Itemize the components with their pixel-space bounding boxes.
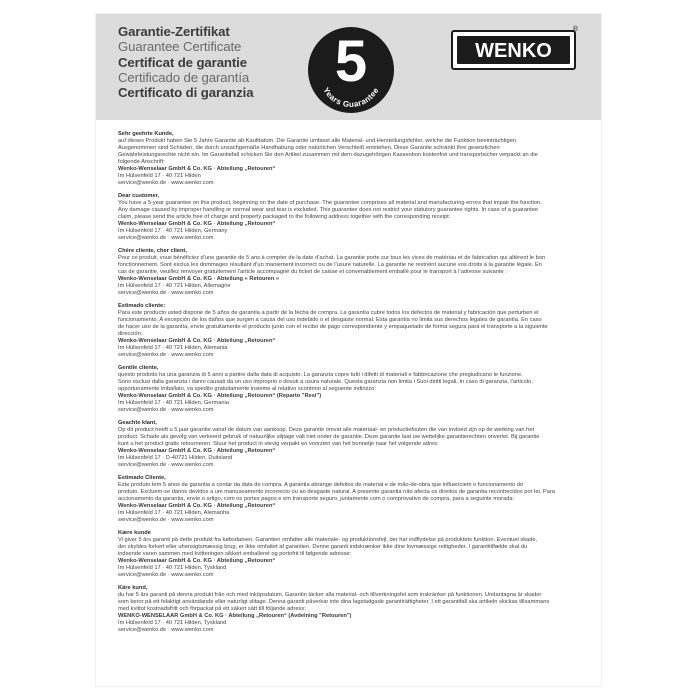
section-address-line: Wenko-Wenselaar GmbH & Co. KG · Abteilung « Retouren » — [118, 276, 280, 282]
title-block — [118, 24, 338, 100]
section-address-line: Wenko-Wenselaar GmbH & Co. KG · Abteilung „Retouren“ — [118, 166, 276, 172]
section-body-line: folgende Anschrift: — [118, 159, 165, 165]
badge-number: 5 — [334, 29, 368, 94]
section-body-line: kunt u het product gratis retourneren. Stuur het product in stevig verpakt en voorzien van het bonnetje naar het volgende adres: — [118, 441, 439, 447]
section-address-line: Im Hülsenfeld 17 · 40 721 Hilden — [118, 173, 201, 179]
section-address-line: service@wenko.de · www.wenko.com — [118, 517, 214, 523]
title-english: Guarantee Certificate — [118, 39, 242, 55]
section-address-line: Wenko-Wenselaar GmbH & Co. KG · Abteilung „Retouren“ — [118, 221, 276, 227]
five-years-guarantee-badge — [308, 27, 394, 113]
section-body-line: de hacer uso de la garantía, envíe gratuitamente el producto junto con el recibo de pago correspondiente y empaquetado de forma segura para el transporte a la siguiente — [118, 324, 548, 330]
section-address-line: Wenko-Wenselaar GmbH & Co. KG · Abteilung „Retouren“ — [118, 558, 276, 564]
section-address-line: service@wenko.de · www.wenko.com — [118, 572, 214, 578]
section-address-line: Im Hülsenfeld 17 · 40 721 Hilden, Germania — [118, 400, 229, 406]
guarantee-section — [118, 530, 578, 579]
wenko-logo — [451, 26, 578, 70]
section-body-line: Pour ce produit, vous bénéficiez d’une garantie de 5 ans à compter de la date d’achat. La garantie porte sur tous les vices de matériau et de fabrication qui altèrent le bon — [118, 255, 546, 261]
section-address-line: Im Hülsenfeld 17 · 40 721 Hilden, Tyskland — [118, 565, 227, 571]
section-body-line: product. Schade als gevolg van verkeerd gebruik of natuurlijke slijtage valt niet onder de garantie. Deze garantie laat uw wettelijke garantierechten onverlet. Bij garantie — [118, 434, 540, 440]
title-spanish: Certificado de garantía — [118, 69, 250, 85]
badge-caption-arc — [308, 27, 394, 113]
section-body-line: Para este producto usted dispone de 5 años de garantía a partir de la fecha de compra. La garantía cubre todos los defectos de material y fabricación que perturben el — [118, 310, 539, 316]
section-address-line: Im Hülsenfeld 17 · 40 721 Hilden, Allemagne — [118, 283, 231, 289]
section-body-line: indsende varen sammen med kvitteringen sikkert emballeret og portofrit til følgende adresse: — [118, 551, 352, 557]
section-heading: Chère cliente, cher client, — [118, 248, 187, 254]
section-address-line: Wenko-Wenselaar GmbH & Co. KG · Abteilung „Retouren“ — [118, 338, 276, 344]
section-address-line: Wenko-Wenselaar GmbH & Co. KG · Abteilung „Retouren“ — [118, 503, 276, 509]
section-body-line: Vi giver 5 års garanti på dette produkt fra købsdatoen. Garantien omfatter alle materiale- og produktionsfejl, der har indflydelse på produktets funktion. Eventuel skade, — [118, 537, 538, 543]
section-address-line: service@wenko.de · www.wenko.com — [118, 180, 214, 186]
title-italian: Certificato di garanzia — [118, 85, 254, 101]
section-heading: Estimado Cliente, — [118, 475, 166, 481]
section-address-line: Wenko-Wenselaar GmbH & Co. KG · Abteilung „Retouren“ — [118, 448, 276, 454]
logo-plate — [457, 36, 570, 64]
registered-mark-icon: ® — [572, 26, 578, 33]
section-body-line: dirección: — [118, 331, 143, 337]
badge-caption — [321, 86, 380, 109]
section-address-line: service@wenko.de · www.wenko.com — [118, 235, 214, 241]
guarantee-certificate-sheet — [96, 14, 601, 686]
guarantee-section — [118, 420, 578, 469]
section-heading: Gentile cliente, — [118, 365, 159, 371]
section-heading: Käre kund, — [118, 585, 148, 591]
section-body-line: Ausgenommen sind Schäden, die durch unsachgemäße Handhabung oder natürlichen Verschleiß entstehen. Diese Garantie schränkt Ihre gesetzlichen — [118, 145, 500, 151]
section-body-line: med kvittot kostnadsfritt och förpackat på ett säkert sätt till följande adress: — [118, 606, 306, 612]
guarantee-section — [118, 193, 578, 242]
title-german: Garantie-Zertifikat — [118, 24, 230, 39]
certificate-header — [96, 14, 601, 120]
section-body-line: You have a 5-year guarantee on this product, beginning on the date of purchase. The guarantee comprises all material and manufacturing errors that impair the function. — [118, 200, 542, 206]
section-address-line: service@wenko.de · www.wenko.com — [118, 407, 214, 413]
guarantee-section — [118, 303, 578, 359]
section-address-line: service@wenko.de · www.wenko.com — [118, 627, 214, 633]
section-address-line: service@wenko.de · www.wenko.com — [118, 290, 214, 296]
section-body-line: du har 5 års garanti på denna produkt från och med inköpsdatum. Garantin täcker alla material- och tillverkningsfel som inskränker på funktionen. Undantagna är skador — [118, 592, 542, 598]
section-heading: Estimado cliente: — [118, 303, 166, 309]
section-address-line: Im Hülsenfeld 17 · 40 721 Hilden, Alemania — [118, 345, 228, 351]
section-address-line: Im Hülsenfeld 17 · 40 721 Hilden, Germany — [118, 228, 228, 234]
section-body-line: som beror på ett felaktigt användande eller naturligt slitage. Denna garanti påverkar inte dina lagstadgade garantirättigheter. I ett garantifall ska artikeln skickas tillsammans — [118, 599, 550, 605]
section-body-line: produto. Excluem-se danos devidos a um manuseamento incorrecto ou ao desgaste natural. A presente garantia não afecta os direitos de garantia reconhecidos por lei. Para — [118, 489, 555, 495]
section-address-line: Im Hülsenfeld 17 · D-40721 Hilden, Duitsland — [118, 455, 233, 461]
badge-caption-text: Years Guarantee — [321, 85, 381, 110]
title-french: Certificat de garantie — [118, 54, 247, 70]
guarantee-section — [118, 248, 578, 297]
section-address-line: Im Hülsenfeld 17 · 40 721 Hilden, Tyskland — [118, 620, 227, 626]
section-body-line: cas de garantie, veuillez renvoyer gratuitement l’article accompagné du ticket de caisse et convenablement emballé pour le transport à l’adresse suivante : — [118, 269, 507, 275]
section-body-line: fonctionnement. Sont exclus les dommages résultant d’un maniement incorrect ou de l’usure naturelle. La garantie ne restreint aucune vos droits à la garantie légale. En — [118, 262, 542, 268]
section-heading: Dear customer, — [118, 193, 160, 199]
section-address-line: WENKO-WENSELAAR GmbH & Co. KG · Abteilung „Retouren“ (Avdelning "Retouren") — [118, 613, 352, 619]
section-body-line: questo prodotto ha una garanzia di 5 anni a partire dalla data di acquisto. La garanzia copre tutti i difetti di materiali e fabbricazione che pregiudicano le funzione. — [118, 372, 523, 378]
guarantee-section — [118, 365, 578, 414]
section-heading: Sehr geehrte Kunde, — [118, 131, 174, 137]
section-address-line: service@wenko.de · www.wenko.com — [118, 352, 214, 358]
section-body-line: Any damage caused by improper handling or normal wear and tear is excluded. This guarantee does not restrict your statutory guarantee rights. In case of a guarantee — [118, 207, 539, 213]
section-body-line: Sono esclusi dalla garanzia i danni causati da un uso improprio o dovuti a usura naturale. Questa garanzia non limita i Suoi diritti legali. In caso di garanzia, l’articolo, — [118, 379, 533, 385]
guarantee-section — [118, 585, 578, 634]
certificate-content — [118, 131, 578, 640]
guarantee-section — [118, 475, 578, 524]
section-body-line: funcionamiento. A excepción de los daños que surgen a causa del uso indebido o el desgaste normal. Esta garantía no limita sus derechos legales de garantía. En caso — [118, 317, 542, 323]
section-body-line: Gewährleistungsrechte nicht ein. Im Garantiefall schicken Sie den Artikel zusammen mit dem dazugehörigen Kassenbon kostenfrei und transportsicher verpackt an die — [118, 152, 538, 158]
section-body-line: claim, please send the article free of charge and properly packaged to the following address together with the corresponding receipt: — [118, 214, 451, 220]
guarantee-section — [118, 131, 578, 187]
section-address-line: service@wenko.de · www.wenko.com — [118, 462, 214, 468]
section-heading: Kære kunde — [118, 530, 151, 536]
section-address-line: Wenko-Wenselaar GmbH & Co. KG · Abteilung „Retouren“ (Reparto "Resi") — [118, 393, 322, 399]
section-body-line: der skyldes forkert eller uhensigtsmæssig brug, er ikke omfattet af garantien. Denne garanti indskrænker ikke dine lovmæssige rettigheder. I garantitilfælde skal du — [118, 544, 528, 550]
section-heading: Geachte klant, — [118, 420, 157, 426]
section-body-line: opportunamente imballato, va spedito gratuitamente insieme al relativo scontrino al seguente indirizzo: — [118, 386, 376, 392]
section-address-line: Im Hülsenfeld 17 · 40 721 Hilden, Alemanha — [118, 510, 230, 516]
logo-word: WENKO — [475, 40, 552, 62]
section-body-line: auf dieses Produkt haben Sie 5 Jahre Garantie ab Kaufdatum. Die Garantie umfasst alle Material- und Herstellungsfehler, welche die Funktion beeinträchtigen. — [118, 138, 518, 144]
section-body-line: Op dit product heeft u 5 jaar garantie vanaf de datum van aankoop. Deze garantie omvat alle materiaal- en productiefouten die van invloed zijn op de werking van het — [118, 427, 535, 433]
section-body-line: Este produto tem 5 anos de garantia a contar da data de compra. A garantia abrange defeitos de material e de mão-de-obra que influenciem o funcionamento do — [118, 482, 524, 488]
section-body-line: accionamento da garantia, envie o artigo, com os portes pagos e em transporte seguro, juntamente com o comprovativo de compra, para a seguinte morada: — [118, 496, 515, 502]
